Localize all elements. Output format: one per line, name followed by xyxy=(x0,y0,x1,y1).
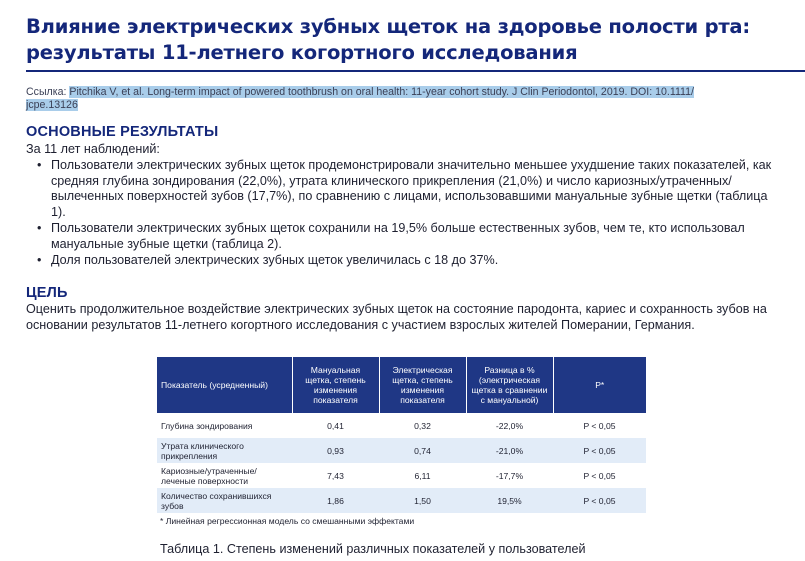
table-cell: 1,50 xyxy=(379,488,466,513)
column-header: Разница в % (электрическая щетка в сравнении с мануальной) xyxy=(466,357,553,413)
table-cell: P < 0,05 xyxy=(553,438,646,463)
table-cell: 19,5% xyxy=(466,488,553,513)
table-cell: Глубина зондирования xyxy=(161,420,253,431)
page-title: Влияние электрических зубных щеток на здоровье полости рта: результаты 11-летнего когортного исследования xyxy=(26,15,750,64)
column-header: P* xyxy=(553,357,646,413)
table-cell: 0,41 xyxy=(327,420,344,431)
table-cell: -21,0% xyxy=(466,438,553,463)
reference xyxy=(26,86,746,112)
table-footnote: * Линейная регрессионная модель со смешанными эффектами xyxy=(160,516,415,526)
list-item: • Пользователи электрических зубных щеток сохранили на 19,5% больше естественных зубов, чем те, кто использовал мануальные зубные щетки (таблица 2). xyxy=(34,221,778,252)
column-header: Электрическая щетка, степень изменения показателя xyxy=(379,357,466,413)
list-item: • Доля пользователей электрических зубных щеток увеличилась с 18 до 37%. xyxy=(34,253,778,269)
reference-prefix: Ссылка: xyxy=(26,86,70,98)
table-cell: P < 0,05 xyxy=(553,488,646,513)
table-cell: 0,93 xyxy=(292,438,379,463)
table-cell: 0,32 xyxy=(414,420,431,431)
table-caption: Таблица 1. Степень изменений различных показателей у пользователей xyxy=(160,542,586,556)
table-cell: Утрата клинического прикрепления xyxy=(157,438,292,463)
list-item: • Пользователи электрических зубных щеток продемонстрировали значительно меньшее ухудшение таких показателей, как средняя глубина зондирования (22,0%), утрата клинического прикрепления (21,0%) и число кариозных/утраченных/вылеченных поверхностей зубов (17,7%), по сравнению с лицами, использовавшими мануальные зубные щетки (таблица 1). xyxy=(34,158,778,220)
table-row xyxy=(157,463,646,488)
table-cell: -22,0% xyxy=(495,420,524,431)
table-header-row xyxy=(157,357,646,413)
results-table xyxy=(157,357,646,513)
table-cell: 7,43 xyxy=(327,470,344,481)
table-row xyxy=(157,438,646,463)
goal-heading: ЦЕЛЬ xyxy=(26,285,68,301)
table-cell: 6,11 xyxy=(414,470,431,481)
table-row xyxy=(157,488,646,513)
table-cell: 0,74 xyxy=(379,438,466,463)
table-cell: Кариозные/утраченные/ леченые поверхности xyxy=(161,465,257,486)
title-divider xyxy=(26,70,805,72)
results-list xyxy=(34,158,778,270)
goal-text: Оценить продолжительное воздействие электрических зубных щеток на состояние пародонта, кариес и сохранность зубов на основании результатов 11-летнего когортного исследования с участием взрослых жителей Померании, Германия. xyxy=(26,302,767,332)
reference-citation[interactable]: Pitchika V, et al. Long-term impact of powered toothbrush on oral health: 11-year cohort study. J Clin Periodontol, 2019. DOI: 10.1111/ jcpe.13126 xyxy=(26,86,694,111)
table-cell: P < 0,05 xyxy=(583,470,616,481)
results-intro: За 11 лет наблюдений: xyxy=(26,142,160,156)
table-cell: -17,7% xyxy=(495,470,524,481)
column-header: Показатель (усредненный) xyxy=(157,357,292,413)
table-cell: 1,86 xyxy=(292,488,379,513)
results-heading: ОСНОВНЫЕ РЕЗУЛЬТАТЫ xyxy=(26,124,219,140)
column-header: Мануальная щетка, степень изменения показателя xyxy=(292,357,379,413)
table-cell: P < 0,05 xyxy=(583,420,616,431)
table-cell: Количество сохранившихся зубов xyxy=(157,488,292,513)
table-row xyxy=(157,413,646,438)
